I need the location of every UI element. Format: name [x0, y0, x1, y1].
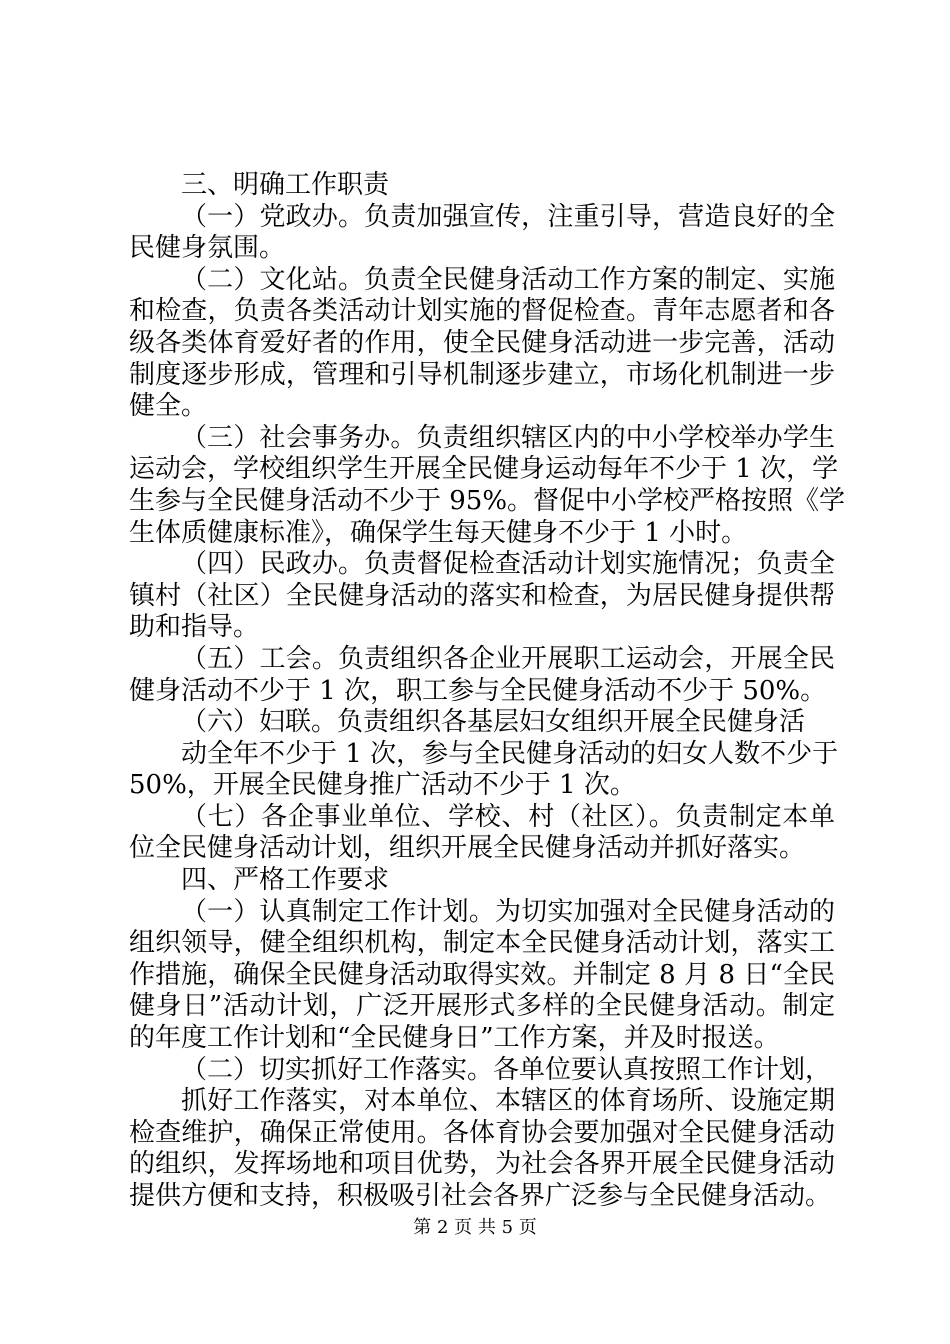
text-line: （六）妇联。负责组织各基层妇女组织开展全民健身活: [181, 707, 806, 738]
text-line: 健身活动不少于 1 次，职工参与全民健身活动不少于 50%。: [129, 675, 827, 706]
text-line: 作措施，确保全民健身活动取得实效。并制定 8 月 8 日“全民: [129, 959, 835, 990]
text-line: 生体质健康标准》，确保学生每天健身不少于 1 小时。: [129, 517, 748, 548]
text-line: 和检查，负责各类活动计划实施的督促检查。青年志愿者和各: [129, 296, 835, 327]
text-line: （七）各企事业单位、学校、村（社区）。负责制定本单: [181, 801, 835, 832]
text-line: 提供方便和支持，积极吸引社会各界广泛参与全民健身活动。: [129, 1181, 832, 1211]
text-line: 健全。: [129, 391, 208, 422]
text-line: 检查维护，确保正常使用。各体育协会要加强对全民健身活动: [129, 1117, 835, 1148]
text-line: 动全年不少于 1 次，参与全民健身活动的妇女人数不少于: [181, 738, 839, 769]
text-line: 健身日”活动计划，广泛开展形式多样的全民健身活动。制定: [129, 991, 835, 1022]
text-line: （四）民政办。负责督促检查活动计划实施情况；负责全: [181, 549, 835, 580]
text-line: （二）切实抓好工作落实。各单位要认真按照工作计划，: [181, 1054, 832, 1085]
text-line: 运动会，学校组织学生开展全民健身运动每年不少于 1 次，学: [129, 454, 839, 485]
text-line: （五）工会。负责组织各企业开展职工运动会，开展全民: [181, 643, 835, 674]
document-body: [129, 170, 846, 1213]
text-line: 四、严格工作要求: [181, 865, 390, 896]
text-line: 助和指导。: [129, 612, 260, 643]
text-line: （三）社会事务办。负责组织辖区内的中小学校举办学生: [181, 422, 835, 453]
text-line: 的年度工作计划和“全民健身日”工作方案，并及时报送。: [129, 1023, 780, 1054]
text-line: （二）文化站。负责全民健身活动工作方案的制定、实施: [181, 264, 835, 295]
text-line: 生参与全民健身活动不少于 95%。督促中小学校严格按照《学: [129, 485, 846, 516]
text-line: （一）认真制定工作计划。为切实加强对全民健身活动的: [181, 896, 835, 927]
text-line: 级各类体育爱好者的作用，使全民健身活动进一步完善，活动: [129, 327, 835, 358]
text-line: 50%，开展全民健身推广活动不少于 1 次。: [129, 770, 636, 801]
text-line: 抓好工作落实，对本单位、本辖区的体育场所、设施定期: [181, 1086, 835, 1117]
text-line: 镇村（社区）全民健身活动的落实和检查，为居民健身提供帮: [129, 580, 835, 611]
text-line: 三、明确工作职责: [181, 170, 390, 200]
text-line: 位全民健身活动计划，组织开展全民健身活动并抓好落实。: [129, 833, 806, 864]
text-line: 的组织，发挥场地和项目优势，为社会各界开展全民健身活动: [129, 1149, 835, 1180]
text-line: （一）党政办。负责加强宣传，注重引导，营造良好的全: [181, 201, 835, 232]
text-line: 民健身氛围。: [129, 233, 286, 264]
text-line: 制度逐步形成，管理和引导机制逐步建立，市场化机制进一步: [129, 359, 835, 390]
text-line: 组织领导，健全组织机构，制定本全民健身活动计划，落实工: [129, 928, 835, 959]
page-footer: 第 2 页 共 5 页: [413, 1217, 537, 1238]
